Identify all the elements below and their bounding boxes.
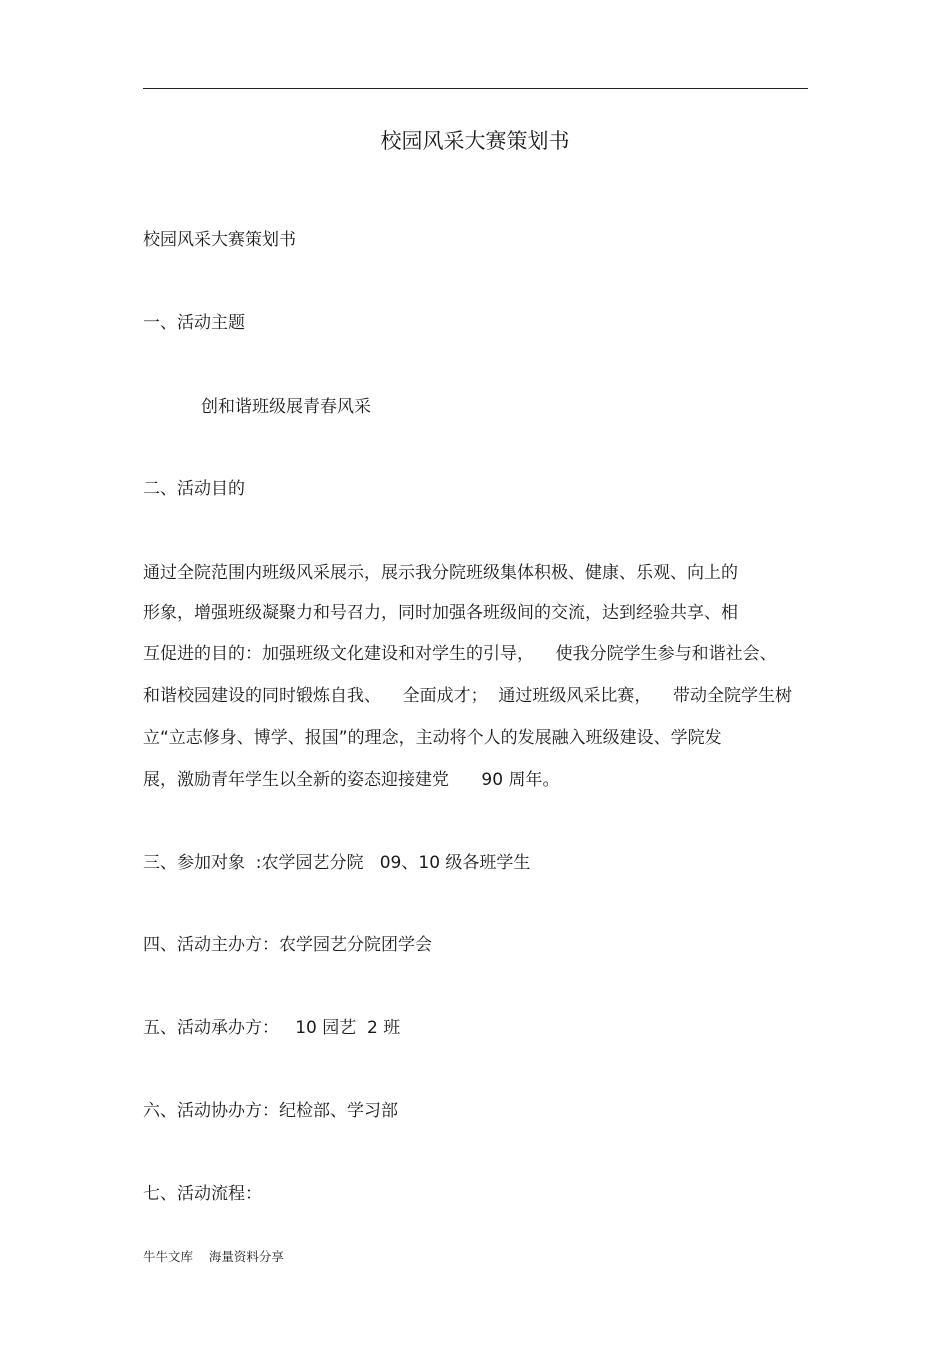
section-participants: 三、参加对象 :农学园艺分院 09、10 级各班学生 (143, 853, 531, 873)
document-title: 校园风采大赛策划书 (380, 129, 570, 153)
section-heading-theme: 一、活动主题 (143, 313, 245, 333)
purpose-line: 通过全院范围内班级风采展示，展示我分院班级集体积极、健康、乐观、向上的 (143, 563, 738, 583)
document-subtitle: 校园风采大赛策划书 (143, 230, 296, 250)
purpose-line: 形象，增强班级凝聚力和号召力，同时加强各班级间的交流，达到经验共享、相 (143, 603, 738, 623)
theme-text: 创和谐班级展青春风采 (201, 397, 371, 417)
top-rule (143, 88, 808, 89)
purpose-line: 展，激励青年学生以全新的姿态迎接建党 90 周年。 (143, 770, 560, 790)
section-host: 五、活动承办方： 10 园艺 2 班 (143, 1018, 401, 1038)
section-organizer: 四、活动主办方：农学园艺分院团学会 (143, 935, 432, 955)
section-co-organizer: 六、活动协办方：纪检部、学习部 (143, 1101, 398, 1121)
footer-text: 牛牛文库 海量资料分享 (143, 1249, 284, 1264)
purpose-line: 立“立志修身、博学、报国”的理念，主动将个人的发展融入班级建设、学院发 (143, 728, 722, 748)
purpose-line: 互促进的目的：加强班级文化建设和对学生的引导， 使我分院学生参与和谐社会、 (143, 644, 777, 664)
section-heading-purpose: 二、活动目的 (143, 479, 245, 499)
section-process: 七、活动流程： (143, 1184, 262, 1204)
purpose-line: 和谐校园建设的同时锻炼自我、 全面成才； 通过班级风采比赛， 带动全院学生树 (143, 686, 793, 706)
